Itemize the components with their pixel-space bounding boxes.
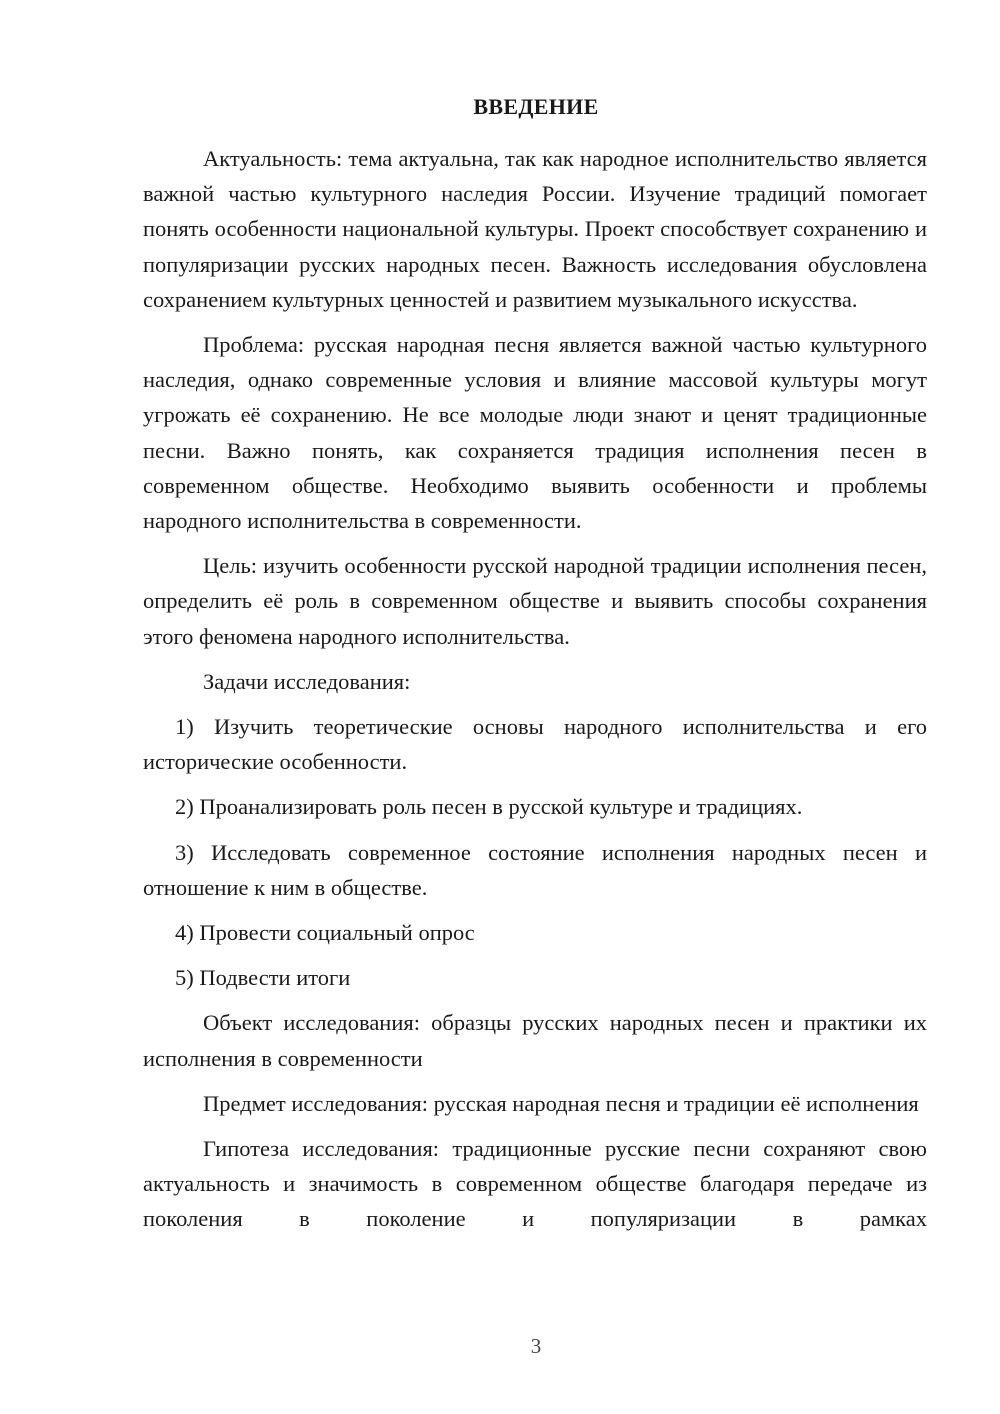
paragraph-relevance: Актуальность: тема актуальна, так как народное исполнительство является важной частью культурного наследия России. Изучение традиций помогает понять особенности национальной культуры. Проект способствует сохранению и популяризации русских народных песен. Важность исследования обусловлена сохранением культурных ценностей и развитием музыкального искусства. [143,146,927,312]
paragraph-hypothesis: Гипотеза исследования: традиционные русские песни сохраняют свою актуальность и значимость в современном обществе благодаря передаче из поколения в поколение и популяризации в рамках [143,1136,927,1232]
task-item-4: 4) Провести социальный опрос [175,920,475,946]
document-body [143,141,927,1247]
tasks-heading: Задачи исследования: [203,668,411,694]
task-item-3: 3) Исследовать современное состояние исполнения народных песен и отношение к ним в обществе. [143,839,927,900]
paragraph-goal: Цель: изучить особенности русской народной традиции исполнения песен, определить её роль в современном обществе и выявить способы сохранения этого феномена народного исполнительства. [143,553,927,649]
paragraph-subject: Предмет исследования: русская народная песня и традиции её исполнения [203,1090,919,1116]
task-item-1: 1) Изучить теоретические основы народного исполнительства и его исторические особенности. [143,714,927,775]
page-number: 3 [530,1334,542,1358]
page-title: ВВЕДЕНИЕ [473,94,599,119]
paragraph-problem: Проблема: русская народная песня является важной частью культурного наследия, однако современные условия и влияние массовой культуры могут угрожать её сохранению. Не все молодые люди знают и ценят традиционные песни. Важно понять, как сохраняется традиция исполнения песен в современном обществе. Необходимо выявить особенности и проблемы народного исполнительства в современности. [143,332,927,534]
task-item-2: 2) Проанализировать роль песен в русской культуре и традициях. [175,794,803,820]
task-item-5: 5) Подвести итоги [175,965,351,991]
paragraph-object: Объект исследования: образцы русских народных песен и практики их исполнения в современности [143,1010,927,1071]
